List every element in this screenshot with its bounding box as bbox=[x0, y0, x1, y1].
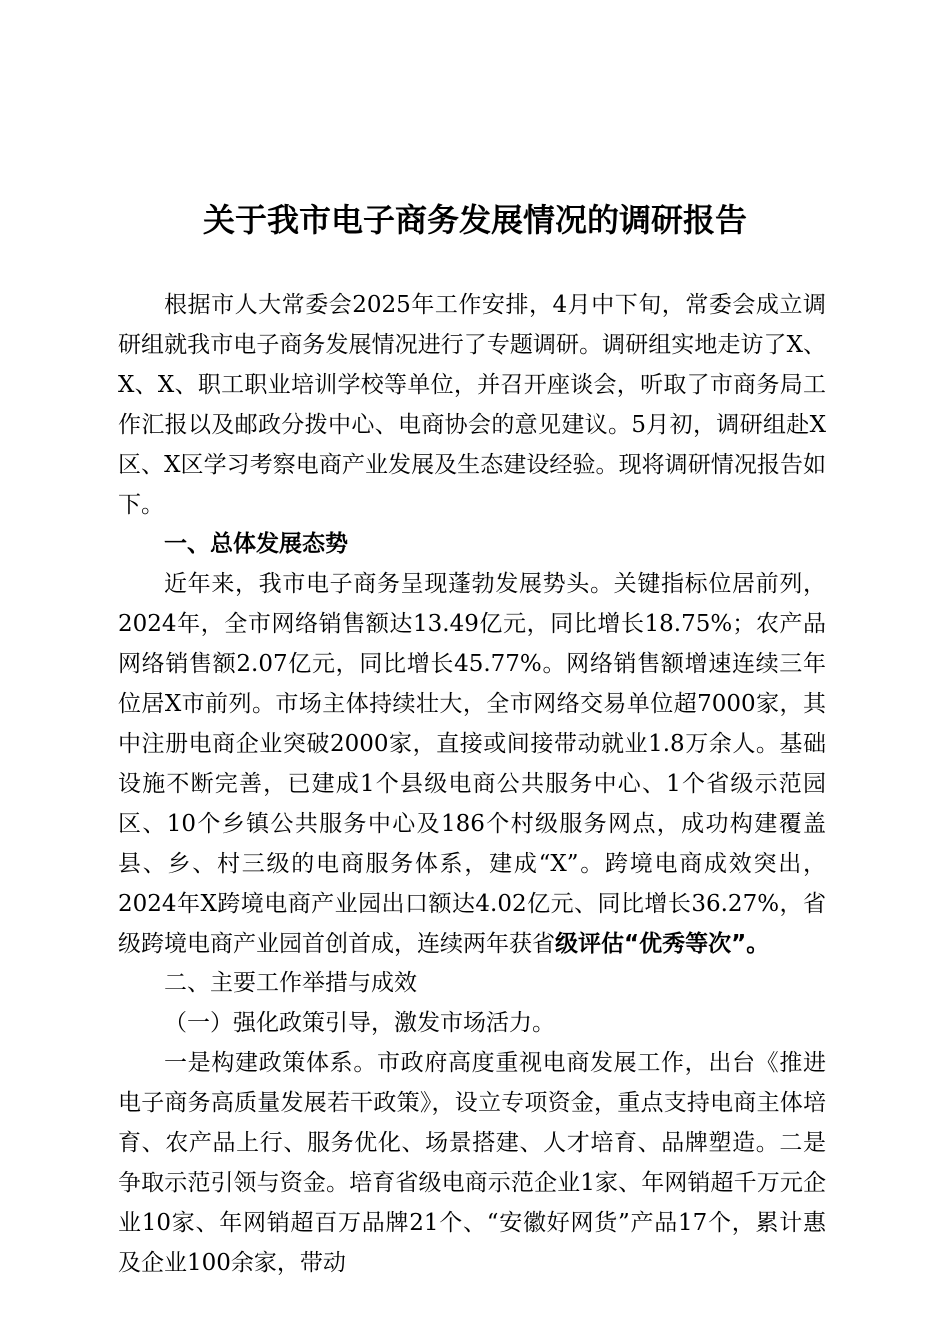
subsection-heading-policy: （一）强化政策引导，激发市场活力。 bbox=[164, 1010, 555, 1037]
document-title: 关于我市电子商务发展情况的调研报告 bbox=[202, 201, 747, 239]
overall-trend-emphasis: 级评估“优秀等次”。 bbox=[555, 930, 770, 957]
section-heading-overall-trend: 一、总体发展态势 bbox=[164, 531, 348, 558]
section-heading-measures: 二、主要工作举措与成效 bbox=[164, 970, 417, 997]
document-body bbox=[118, 286, 826, 1284]
intro-paragraph: 根据市人大常委会2025年工作安排，4月中下旬，常委会成立调研组就我市电子商务发展情况进行了专题调研。调研组实地走访了X、X、X、职工职业培训学校等单位，并召开座谈会，听取了市商务局工作汇报以及邮政分拨中心、电商协会的意见建议。5月初，调研组赴X区、X区学习考察电商产业发展及生态建设经验。现将调研情况报告如下。 bbox=[118, 292, 826, 518]
policy-paragraph: 一是构建政策体系。市政府高度重视电商发展工作，出台《推进电子商务高质量发展若干政策》，设立专项资金，重点支持电商主体培育、农产品上行、服务优化、场景搭建、人才培育、品牌塑造。二是争取示范引领与资金。培育省级电商示范企业1家、年网销超千万元企业10家、年网销超百万品牌21个、“安徽好网货”产品17个，累计惠及企业100余家，带动 bbox=[118, 1050, 826, 1276]
overall-trend-text: 近年来，我市电子商务呈现蓬勃发展势头。关键指标位居前列，2024年，全市网络销售额达13.49亿元，同比增长18.75%；农产品网络销售额2.07亿元，同比增长45.77%。网络销售额增速连续三年位居X市前列。市场主体持续壮大，全市网络交易单位超7000家，其中注册电商企业突破2000家，直接或间接带动就业1.8万余人。基础设施不断完善，已建成1个县级电商公共服务中心、1个省级示范园区、10个乡镇公共服务中心及186个村级服务网点，成功构建覆盖县、乡、村三级的电商服务体系，建成“X”。跨境电商成效突出，2024年X跨境电商产业园出口额达4.02亿元、同比增长36.27%，省级跨境电商产业园首创首成，连续两年获省 bbox=[118, 571, 826, 957]
overall-trend-paragraph bbox=[118, 565, 826, 964]
